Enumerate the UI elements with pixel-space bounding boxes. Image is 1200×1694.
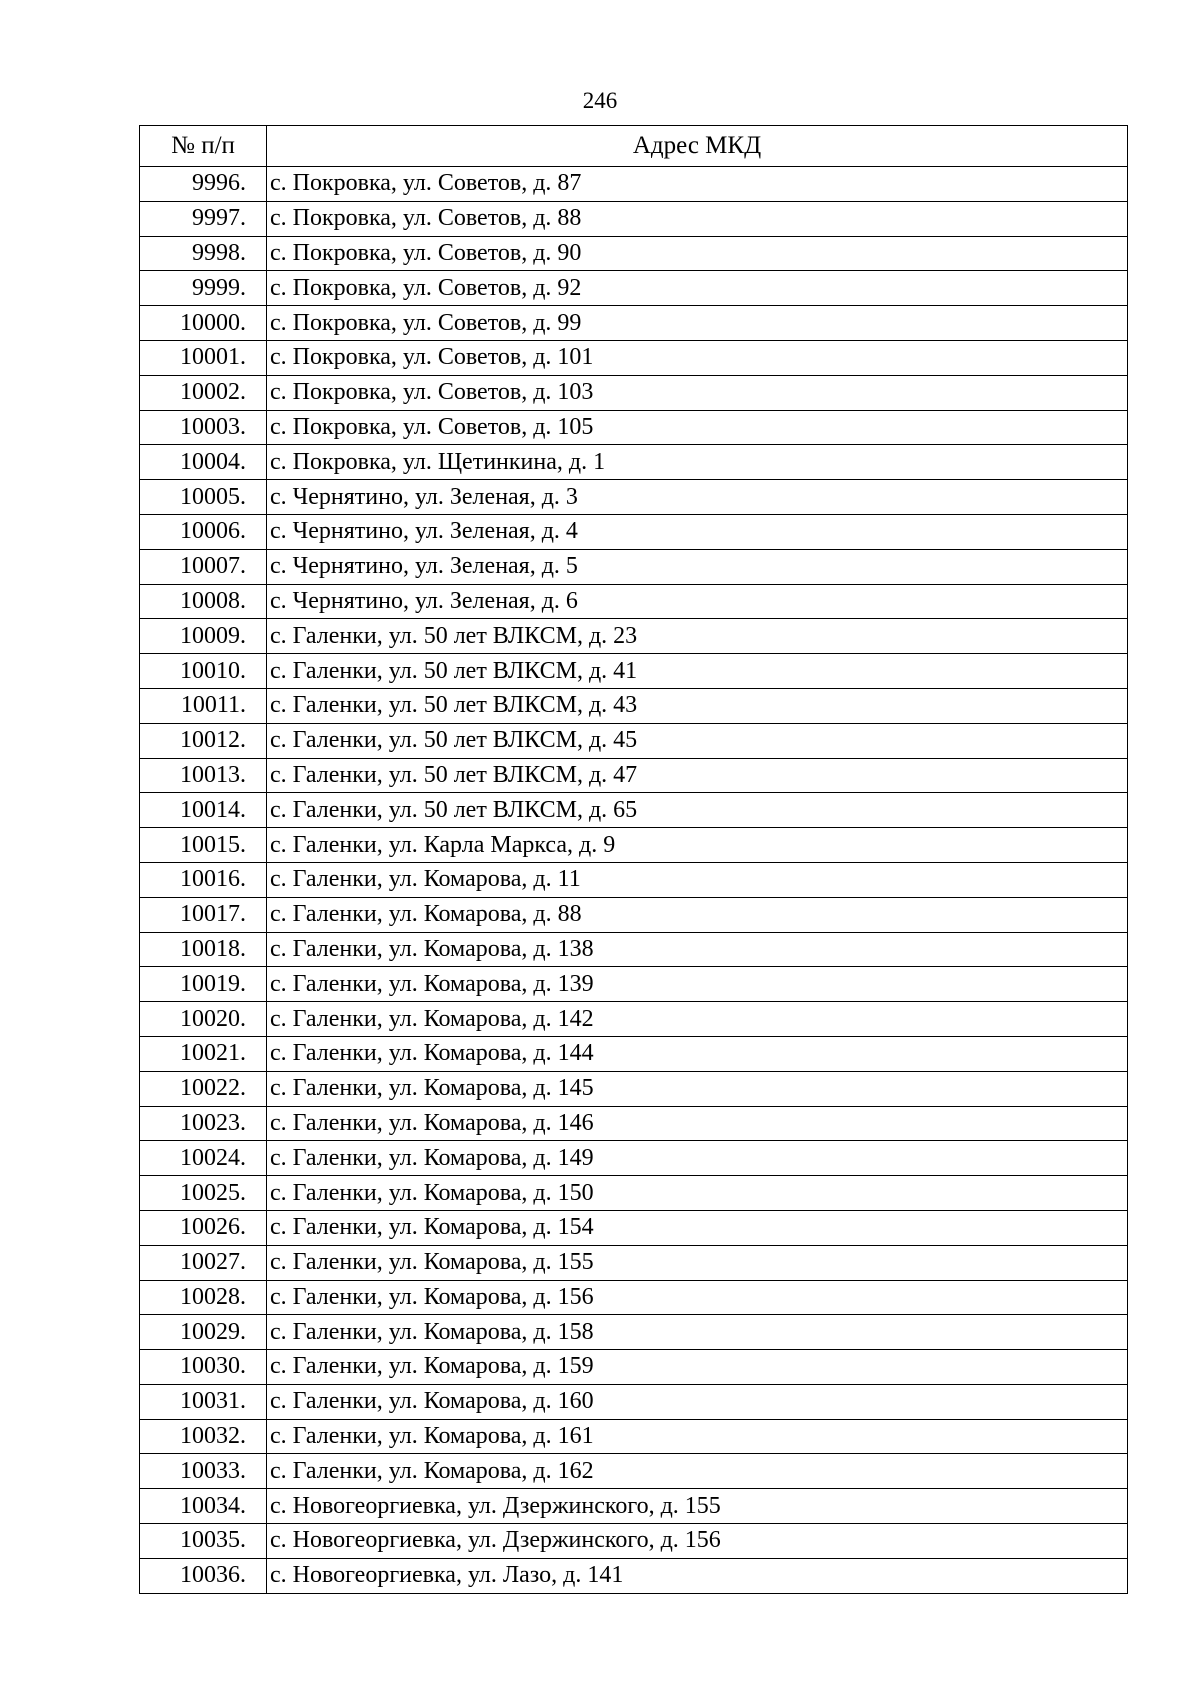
row-address: с. Покровка, ул. Советов, д. 105 bbox=[267, 410, 1128, 445]
row-address: с. Галенки, ул. Комарова, д. 144 bbox=[267, 1036, 1128, 1071]
table-row bbox=[140, 688, 1128, 723]
row-number: 9998. bbox=[140, 236, 267, 271]
table-row bbox=[140, 619, 1128, 654]
row-number: 10018. bbox=[140, 932, 267, 967]
table-row bbox=[140, 1489, 1128, 1524]
table-row bbox=[140, 1384, 1128, 1419]
table-row bbox=[140, 723, 1128, 758]
table-row bbox=[140, 654, 1128, 689]
table-row bbox=[140, 340, 1128, 375]
table-row bbox=[140, 1350, 1128, 1385]
row-number: 10007. bbox=[140, 549, 267, 584]
table-row bbox=[140, 236, 1128, 271]
row-address: с. Чернятино, ул. Зеленая, д. 3 bbox=[267, 480, 1128, 515]
row-address: с. Галенки, ул. 50 лет ВЛКСМ, д. 65 bbox=[267, 793, 1128, 828]
row-number: 10002. bbox=[140, 375, 267, 410]
row-address: с. Галенки, ул. 50 лет ВЛКСМ, д. 23 bbox=[267, 619, 1128, 654]
row-number: 10019. bbox=[140, 967, 267, 1002]
row-number: 10017. bbox=[140, 897, 267, 932]
table-row bbox=[140, 167, 1128, 202]
table-row bbox=[140, 1315, 1128, 1350]
table-row bbox=[140, 1524, 1128, 1559]
row-number: 10022. bbox=[140, 1071, 267, 1106]
table-row bbox=[140, 549, 1128, 584]
row-number: 10028. bbox=[140, 1280, 267, 1315]
table-row bbox=[140, 480, 1128, 515]
row-address: с. Галенки, ул. Комарова, д. 160 bbox=[267, 1384, 1128, 1419]
row-address: с. Галенки, ул. Комарова, д. 11 bbox=[267, 862, 1128, 897]
row-number: 10026. bbox=[140, 1210, 267, 1245]
table-row bbox=[140, 584, 1128, 619]
row-number: 10001. bbox=[140, 340, 267, 375]
row-number: 10035. bbox=[140, 1524, 267, 1559]
row-address: с. Покровка, ул. Советов, д. 92 bbox=[267, 271, 1128, 306]
row-number: 10005. bbox=[140, 480, 267, 515]
row-address: с. Покровка, ул. Советов, д. 103 bbox=[267, 375, 1128, 410]
table-row bbox=[140, 445, 1128, 480]
row-address: с. Галенки, ул. 50 лет ВЛКСМ, д. 41 bbox=[267, 654, 1128, 689]
row-number: 9997. bbox=[140, 201, 267, 236]
row-address: с. Галенки, ул. Карла Маркса, д. 9 bbox=[267, 828, 1128, 863]
table-row bbox=[140, 410, 1128, 445]
row-number: 10024. bbox=[140, 1141, 267, 1176]
row-address: с. Галенки, ул. Комарова, д. 161 bbox=[267, 1419, 1128, 1454]
row-address: с. Новогеоргиевка, ул. Дзержинского, д. 156 bbox=[267, 1524, 1128, 1559]
row-number: 9999. bbox=[140, 271, 267, 306]
column-header-number: № п/п bbox=[140, 126, 267, 167]
table-row bbox=[140, 1036, 1128, 1071]
row-number: 10010. bbox=[140, 654, 267, 689]
row-address: с. Галенки, ул. Комарова, д. 156 bbox=[267, 1280, 1128, 1315]
row-address: с. Галенки, ул. Комарова, д. 159 bbox=[267, 1350, 1128, 1385]
row-number: 10036. bbox=[140, 1558, 267, 1593]
row-address: с. Галенки, ул. Комарова, д. 158 bbox=[267, 1315, 1128, 1350]
table-row bbox=[140, 1454, 1128, 1489]
row-number: 10033. bbox=[140, 1454, 267, 1489]
row-address: с. Чернятино, ул. Зеленая, д. 5 bbox=[267, 549, 1128, 584]
row-number: 9996. bbox=[140, 167, 267, 202]
row-address: с. Галенки, ул. Комарова, д. 146 bbox=[267, 1106, 1128, 1141]
table-row bbox=[140, 1071, 1128, 1106]
row-address: с. Галенки, ул. Комарова, д. 145 bbox=[267, 1071, 1128, 1106]
row-address: с. Покровка, ул. Советов, д. 90 bbox=[267, 236, 1128, 271]
row-number: 10012. bbox=[140, 723, 267, 758]
table-row bbox=[140, 1419, 1128, 1454]
table-row bbox=[140, 514, 1128, 549]
table-row bbox=[140, 793, 1128, 828]
column-header-address: Адрес МКД bbox=[267, 126, 1128, 167]
table-row bbox=[140, 1245, 1128, 1280]
table-row bbox=[140, 1002, 1128, 1037]
row-number: 10032. bbox=[140, 1419, 267, 1454]
row-number: 10014. bbox=[140, 793, 267, 828]
row-number: 10006. bbox=[140, 514, 267, 549]
row-address: с. Новогеоргиевка, ул. Лазо, д. 141 bbox=[267, 1558, 1128, 1593]
table-row bbox=[140, 375, 1128, 410]
row-address: с. Покровка, ул. Советов, д. 88 bbox=[267, 201, 1128, 236]
table-row bbox=[140, 201, 1128, 236]
row-address: с. Галенки, ул. Комарова, д. 139 bbox=[267, 967, 1128, 1002]
table-row bbox=[140, 306, 1128, 341]
row-address: с. Покровка, ул. Щетинкина, д. 1 bbox=[267, 445, 1128, 480]
row-address: с. Галенки, ул. Комарова, д. 155 bbox=[267, 1245, 1128, 1280]
row-number: 10009. bbox=[140, 619, 267, 654]
address-table bbox=[139, 125, 1128, 1594]
row-number: 10029. bbox=[140, 1315, 267, 1350]
row-address: с. Чернятино, ул. Зеленая, д. 4 bbox=[267, 514, 1128, 549]
table-row bbox=[140, 758, 1128, 793]
row-address: с. Галенки, ул. Комарова, д. 162 bbox=[267, 1454, 1128, 1489]
table-row bbox=[140, 271, 1128, 306]
row-number: 10011. bbox=[140, 688, 267, 723]
row-address: с. Галенки, ул. Комарова, д. 142 bbox=[267, 1002, 1128, 1037]
row-number: 10023. bbox=[140, 1106, 267, 1141]
row-address: с. Покровка, ул. Советов, д. 101 bbox=[267, 340, 1128, 375]
row-number: 10015. bbox=[140, 828, 267, 863]
row-number: 10021. bbox=[140, 1036, 267, 1071]
row-address: с. Галенки, ул. Комарова, д. 88 bbox=[267, 897, 1128, 932]
row-number: 10004. bbox=[140, 445, 267, 480]
table-row bbox=[140, 1210, 1128, 1245]
table-row bbox=[140, 1558, 1128, 1593]
table-row bbox=[140, 1280, 1128, 1315]
table-row bbox=[140, 967, 1128, 1002]
table-row bbox=[140, 1141, 1128, 1176]
table-header-row bbox=[140, 126, 1128, 167]
row-address: с. Новогеоргиевка, ул. Дзержинского, д. 155 bbox=[267, 1489, 1128, 1524]
row-address: с. Галенки, ул. 50 лет ВЛКСМ, д. 43 bbox=[267, 688, 1128, 723]
table-row bbox=[140, 1106, 1128, 1141]
table-row bbox=[140, 932, 1128, 967]
row-number: 10034. bbox=[140, 1489, 267, 1524]
row-number: 10016. bbox=[140, 862, 267, 897]
row-address: с. Галенки, ул. Комарова, д. 149 bbox=[267, 1141, 1128, 1176]
page-number: 246 bbox=[582, 88, 618, 113]
row-address: с. Галенки, ул. Комарова, д. 150 bbox=[267, 1176, 1128, 1211]
table-row bbox=[140, 1176, 1128, 1211]
row-address: с. Покровка, ул. Советов, д. 87 bbox=[267, 167, 1128, 202]
row-address: с. Чернятино, ул. Зеленая, д. 6 bbox=[267, 584, 1128, 619]
row-address: с. Покровка, ул. Советов, д. 99 bbox=[267, 306, 1128, 341]
row-number: 10031. bbox=[140, 1384, 267, 1419]
row-address: с. Галенки, ул. 50 лет ВЛКСМ, д. 45 bbox=[267, 723, 1128, 758]
table-row bbox=[140, 897, 1128, 932]
table-row bbox=[140, 828, 1128, 863]
table-body bbox=[140, 167, 1128, 1594]
row-address: с. Галенки, ул. Комарова, д. 154 bbox=[267, 1210, 1128, 1245]
row-number: 10020. bbox=[140, 1002, 267, 1037]
row-number: 10003. bbox=[140, 410, 267, 445]
row-number: 10027. bbox=[140, 1245, 267, 1280]
row-address: с. Галенки, ул. Комарова, д. 138 bbox=[267, 932, 1128, 967]
row-number: 10013. bbox=[140, 758, 267, 793]
row-number: 10025. bbox=[140, 1176, 267, 1211]
row-number: 10030. bbox=[140, 1350, 267, 1385]
row-number: 10000. bbox=[140, 306, 267, 341]
row-address: с. Галенки, ул. 50 лет ВЛКСМ, д. 47 bbox=[267, 758, 1128, 793]
table-row bbox=[140, 862, 1128, 897]
row-number: 10008. bbox=[140, 584, 267, 619]
